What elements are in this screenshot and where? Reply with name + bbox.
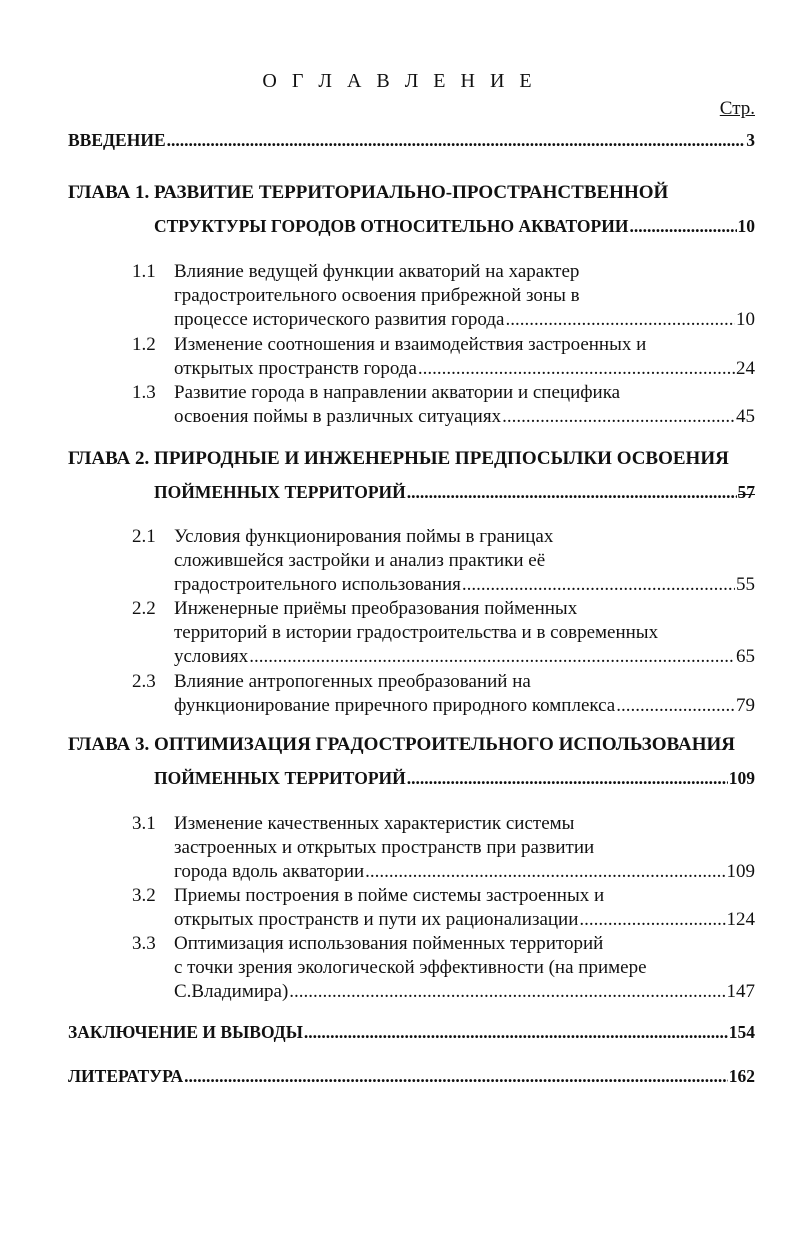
dot-leader bbox=[418, 358, 735, 380]
section-1-1-last-line bbox=[174, 309, 755, 331]
toc-entry-conclusion bbox=[68, 1022, 755, 1043]
entry-page-struck: 57 bbox=[737, 482, 755, 502]
dot-leader bbox=[462, 574, 735, 596]
entry-page: 162 bbox=[728, 1066, 755, 1086]
section-line: Влияние антропогенных преобразований на bbox=[174, 671, 531, 692]
section-line: градостроительного использования bbox=[174, 574, 461, 595]
section-number: 3.1 bbox=[132, 813, 156, 834]
section-line: Инженерные приёмы преобразования пойменных bbox=[174, 598, 578, 619]
dot-leader bbox=[304, 1022, 728, 1043]
toc-entry-intro bbox=[68, 130, 755, 151]
section-3-3-last-line bbox=[174, 981, 755, 1003]
entry-page: 65 bbox=[736, 646, 755, 667]
entry-page: 154 bbox=[728, 1022, 755, 1042]
chapter-2-title: ГЛАВА 2. ПРИРОДНЫЕ И ИНЖЕНЕРНЫЕ ПРЕДПОСЫЛКИ ОСВОЕНИЯ bbox=[68, 448, 729, 469]
section-line: освоения поймы в различных ситуациях bbox=[174, 406, 502, 427]
dot-leader bbox=[289, 981, 725, 1003]
section-line: Развитие города в направлении акватории и специфика bbox=[174, 382, 621, 403]
chapter-3-title-cont bbox=[154, 768, 755, 789]
entry-page: 10 bbox=[737, 216, 755, 236]
dot-leader bbox=[167, 130, 746, 151]
dot-leader bbox=[407, 482, 737, 503]
entry-title: ЛИТЕРАТУРА bbox=[68, 1066, 184, 1086]
dot-leader bbox=[502, 406, 735, 428]
entry-page: 24 bbox=[736, 358, 755, 379]
entry-page: 45 bbox=[736, 406, 755, 427]
section-number: 3.3 bbox=[132, 933, 156, 954]
chapter-1-title: ГЛАВА 1. РАЗВИТИЕ ТЕРРИТОРИАЛЬНО-ПРОСТРАНСТВЕННОЙ bbox=[68, 182, 669, 203]
entry-page: 10 bbox=[736, 309, 755, 330]
entry-page: 109 bbox=[728, 768, 755, 788]
dot-leader bbox=[407, 768, 728, 789]
entry-title: ЗАКЛЮЧЕНИЕ И ВЫВОДЫ bbox=[68, 1022, 303, 1042]
section-line: процессе исторического развития города bbox=[174, 309, 505, 330]
section-3-2-last-line bbox=[174, 909, 755, 931]
entry-page: 3 bbox=[746, 130, 755, 150]
entry-title: ПОЙМЕННЫХ ТЕРРИТОРИЙ bbox=[154, 482, 406, 502]
section-line: Влияние ведущей функции акваторий на характер bbox=[174, 261, 580, 282]
dot-leader bbox=[249, 646, 735, 668]
section-line: С.Владимира) bbox=[174, 981, 289, 1002]
section-line: Изменение соотношения и взаимодействия застроенных и bbox=[174, 334, 647, 355]
section-2-1-last-line bbox=[174, 574, 755, 596]
chapter-2-title-cont bbox=[154, 482, 755, 503]
section-line: Изменение качественных характеристик системы bbox=[174, 813, 575, 834]
section-line: открытых пространств города bbox=[174, 358, 417, 379]
entry-page: 124 bbox=[726, 909, 755, 930]
dot-leader bbox=[365, 861, 725, 883]
entry-page: 109 bbox=[726, 861, 755, 882]
entry-page: 147 bbox=[726, 981, 755, 1002]
chapter-1-title-cont bbox=[154, 216, 755, 237]
dot-leader bbox=[616, 695, 735, 717]
dot-leader bbox=[579, 909, 725, 931]
toc-heading: О Г Л А В Л Е Н И Е bbox=[262, 70, 537, 92]
page-column-label: Стр. bbox=[719, 98, 755, 119]
section-line: градостроительного освоения прибрежной зоны в bbox=[174, 285, 580, 306]
entry-page: 79 bbox=[736, 695, 755, 716]
section-line: территорий в истории градостроительства и в современных bbox=[174, 622, 659, 643]
section-line: открытых пространств и пути их рационализации bbox=[174, 909, 579, 930]
section-1-2-last-line bbox=[174, 358, 755, 380]
section-line: с точки зрения экологической эффективности (на примере bbox=[174, 957, 647, 978]
section-number: 2.1 bbox=[132, 526, 156, 547]
toc-entry-literature bbox=[68, 1066, 755, 1087]
section-number: 2.2 bbox=[132, 598, 156, 619]
section-number: 2.3 bbox=[132, 671, 156, 692]
chapter-3-title: ГЛАВА 3. ОПТИМИЗАЦИЯ ГРАДОСТРОИТЕЛЬНОГО ИСПОЛЬЗОВАНИЯ bbox=[68, 734, 735, 755]
section-line: функционирование приречного природного комплекса bbox=[174, 695, 616, 716]
section-number: 3.2 bbox=[132, 885, 156, 906]
section-line: Приемы построения в пойме системы застроенных и bbox=[174, 885, 605, 906]
entry-title: СТРУКТУРЫ ГОРОДОВ ОТНОСИТЕЛЬНО АКВАТОРИИ bbox=[154, 216, 629, 236]
entry-title: ВВЕДЕНИЕ bbox=[68, 130, 166, 150]
dot-leader bbox=[184, 1066, 728, 1087]
section-line: условиях bbox=[174, 646, 249, 667]
entry-title: ПОЙМЕННЫХ ТЕРРИТОРИЙ bbox=[154, 768, 406, 788]
section-number: 1.3 bbox=[132, 382, 156, 403]
section-line: сложившейся застройки и анализ практики её bbox=[174, 550, 546, 571]
section-2-2-last-line bbox=[174, 646, 755, 668]
section-number: 1.1 bbox=[132, 261, 156, 282]
entry-page: 55 bbox=[736, 574, 755, 595]
dot-leader bbox=[629, 216, 736, 237]
section-number: 1.2 bbox=[132, 334, 156, 355]
section-2-3-last-line bbox=[174, 695, 755, 717]
section-line: Оптимизация использования пойменных территорий bbox=[174, 933, 604, 954]
section-line: застроенных и открытых пространств при развитии bbox=[174, 837, 595, 858]
section-line: Условия функционирования поймы в границах bbox=[174, 526, 554, 547]
section-line: города вдоль акватории bbox=[174, 861, 365, 882]
section-3-1-last-line bbox=[174, 861, 755, 883]
section-1-3-last-line bbox=[174, 406, 755, 428]
dot-leader bbox=[506, 309, 736, 331]
